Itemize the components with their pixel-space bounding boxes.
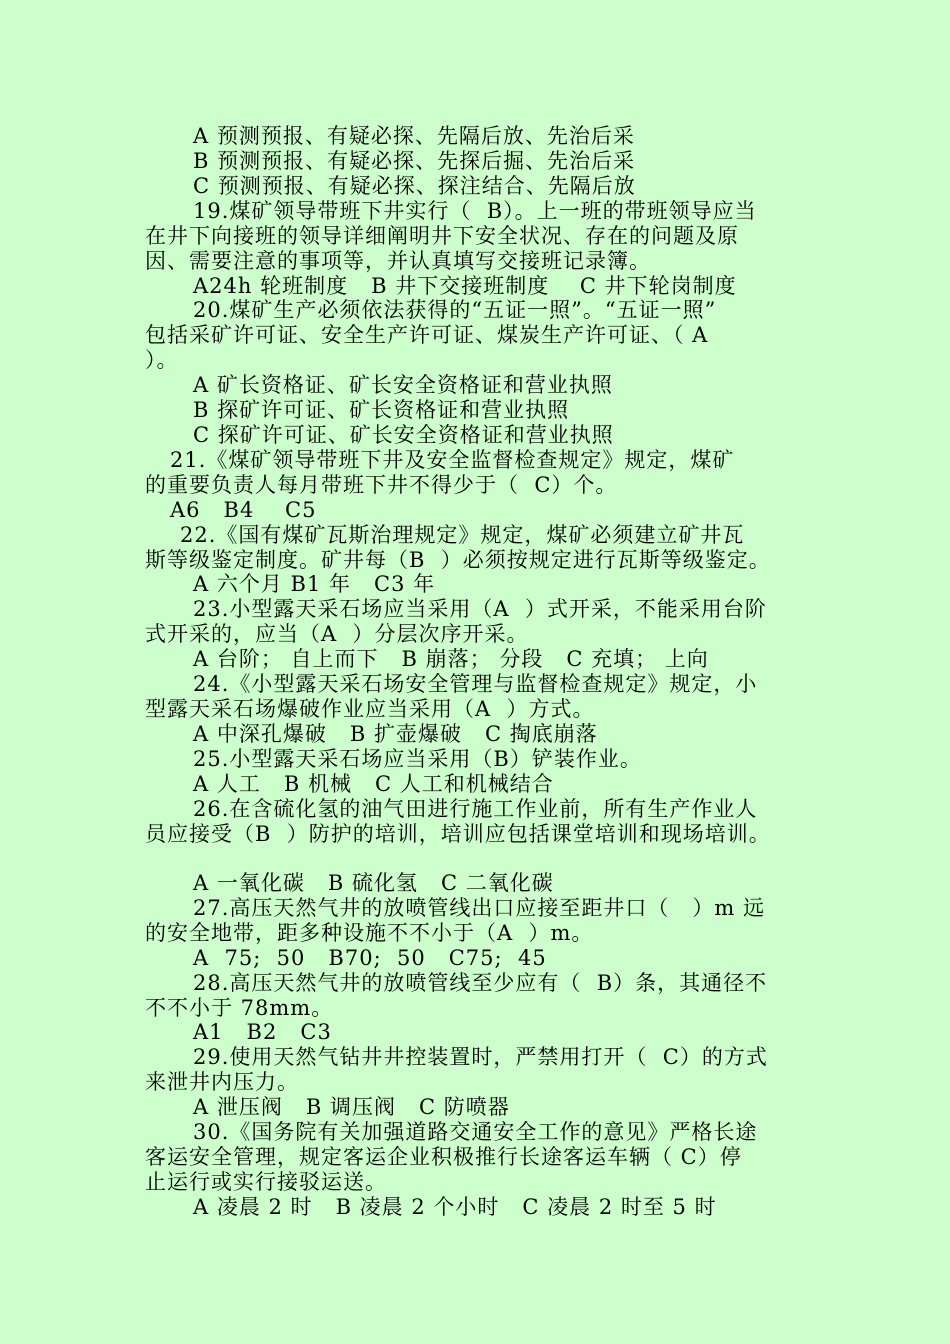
answer-option-line: B 探矿许可证、矿长资格证和营业执照 <box>193 398 570 422</box>
question-line: 21.《煤矿领导带班下井及安全监督检查规定》规定，煤矿 <box>170 448 735 472</box>
question-line: 在井下向接班的领导详细阐明井下安全状况、存在的问题及原 <box>145 224 739 248</box>
answer-option-line: A 预测预报、有疑必探、先隔后放、先治后采 <box>193 124 635 148</box>
question-line: 式开采的，应当（A ）分层次序开采。 <box>145 622 529 646</box>
answer-option-line: A 人工 B 机械 C 人工和机械结合 <box>193 772 554 796</box>
answer-option-line: A6 B4 C5 <box>170 498 317 522</box>
question-line: 26.在含硫化氢的油气田进行施工作业前，所有生产作业人 <box>193 797 758 821</box>
question-line: 24.《小型露天采石场安全管理与监督检查规定》规定，小 <box>193 672 758 696</box>
question-line: 30.《国务院有关加强道路交通安全工作的意见》严格长途 <box>193 1120 758 1144</box>
answer-option-line: A 一氧化碳 B 硫化氢 C 二氧化碳 <box>193 871 554 895</box>
answer-option-line: A 六个月 B1 年 C3 年 <box>193 572 436 596</box>
question-line: 29.使用天然气钻井井控装置时，严禁用打开（ C）的方式 <box>193 1045 768 1069</box>
answer-option-line: A24h 轮班制度 B 井下交接班制度 C 井下轮岗制度 <box>193 274 737 298</box>
question-line: 22.《国有煤矿瓦斯治理规定》规定，煤矿必须建立矿井瓦 <box>180 523 745 547</box>
question-line: 20.煤矿生产必须依法获得的“五证一照”。“五证一照” <box>193 298 717 322</box>
question-line: 的重要负责人每月带班下井不得少于（ C）个。 <box>145 473 618 497</box>
answer-option-line: A 台阶； 自上而下 B 崩落； 分段 C 充填； 上向 <box>193 647 709 671</box>
answer-option-line: B 预测预报、有疑必探、先探后掘、先治后采 <box>193 149 636 173</box>
question-line: 客运安全管理，规定客运企业积极推行长途客运车辆（ C）停 <box>145 1145 742 1169</box>
question-line: 止运行或实行接驳运送。 <box>145 1170 387 1194</box>
answer-option-line: A 泄压阀 B 调压阀 C 防喷器 <box>193 1095 510 1119</box>
question-line: 不不小于 78mm。 <box>145 996 334 1020</box>
question-line: 来泄井内压力。 <box>145 1070 299 1094</box>
question-line: 员应接受（B ）防护的培训，培训应包括课堂培训和现场培训。 <box>145 822 771 846</box>
answer-option-line: A 凌晨 2 时 B 凌晨 2 个小时 C 凌晨 2 时至 5 时 <box>193 1195 717 1219</box>
answer-option-line: A 中深孔爆破 B 扩壶爆破 C 掏底崩落 <box>193 722 598 746</box>
answer-option-line: C 探矿许可证、矿长安全资格证和营业执照 <box>193 423 614 447</box>
question-line: 25.小型露天采石场应当采用（B）铲装作业。 <box>193 747 642 771</box>
question-line: ）。 <box>145 348 179 372</box>
answer-option-line: A1 B2 C3 <box>193 1020 332 1044</box>
question-line: 型露天采石场爆破作业应当采用（A ）方式。 <box>145 697 595 721</box>
question-line: 19.煤矿领导带班下井实行（ B）。上一班的带班领导应当 <box>193 199 757 223</box>
question-line: 斯等级鉴定制度。矿井每（B ）必须按规定进行瓦斯等级鉴定。 <box>145 548 771 572</box>
question-line: 27.高压天然气井的放喷管线出口应接至距井口（ ）m 远 <box>193 896 766 920</box>
question-line: 28.高压天然气井的放喷管线至少应有（ B）条，其通径不 <box>193 971 768 995</box>
question-line: 的安全地带，距多种设施不不小于（A ）m。 <box>145 921 594 945</box>
answer-option-line: A 75; 50 B70; 50 C75; 45 <box>193 946 547 970</box>
answer-option-line: C 预测预报、有疑必探、探注结合、先隔后放 <box>193 174 636 198</box>
question-line: 包括采矿许可证、安全生产许可证、煤炭生产许可证、（ A <box>145 323 709 347</box>
question-line: 23.小型露天采石场应当采用（A ）式开采，不能采用台阶 <box>193 597 767 621</box>
question-line: 因、需要注意的事项等，并认真填写交接班记录簿。 <box>145 249 651 273</box>
answer-option-line: A 矿长资格证、矿长安全资格证和营业执照 <box>193 373 613 397</box>
